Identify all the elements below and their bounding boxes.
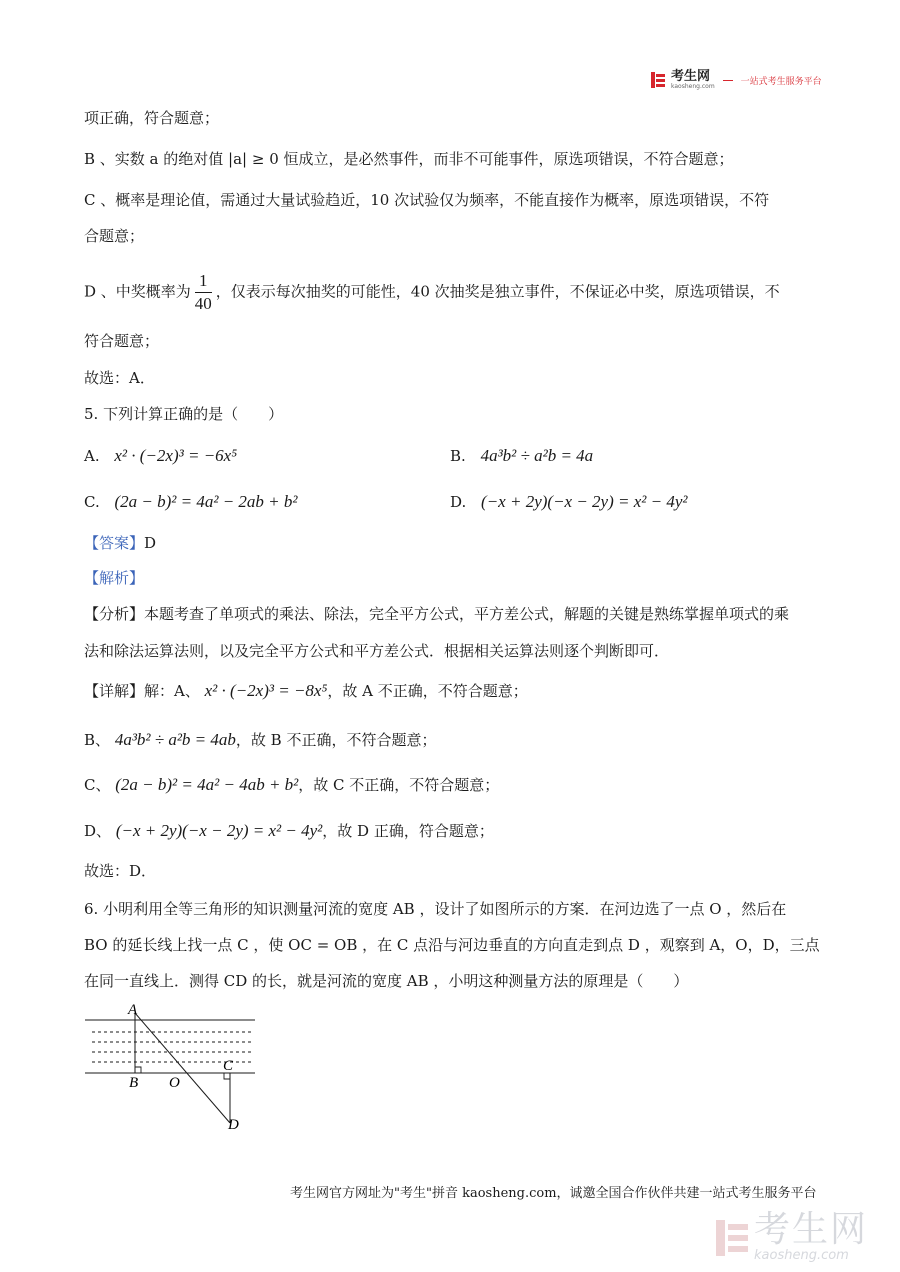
watermark-name: 考生网 <box>754 1209 869 1250</box>
q5-detail-a <box>84 680 528 702</box>
q5-analysis-tag: 【解析】 <box>84 569 145 587</box>
watermark <box>716 1209 869 1263</box>
brand-slogan: 一站式考生服务平台 <box>740 76 822 87</box>
brand-logo-icon <box>651 72 665 88</box>
fenxi-text: 本题考查了单项式的乘法、除法，完全平方公式，平方差公式，解题的关键是熟练掌握单项式的乘 <box>144 605 790 623</box>
header-brand <box>651 70 822 90</box>
option-label: A. <box>84 447 100 465</box>
detail-prefix: B、 <box>84 731 111 749</box>
watermark-url: kaosheng.com <box>754 1248 849 1263</box>
prev-d-prefix: D 、中奖概率为 <box>84 282 191 301</box>
q6-line1: 6. 小明利用全等三角形的知识测量河流的宽度 AB ，设计了如图所示的方案．在河边选了一点 O ，然后在 <box>84 900 787 918</box>
option-expr: (−x + 2y)(−x − 2y) = x² − 4y² <box>481 492 688 511</box>
q5-option-c <box>84 491 298 513</box>
option-expr: x² · (−2x)³ = −6x⁵ <box>114 446 238 465</box>
river-figure <box>80 1002 270 1137</box>
prev-option-b: B 、实数 a 的绝对值 |a| ≥ 0 恒成立，是必然事件，而非不可能事件，原选项错误，不符合题意； <box>84 150 734 168</box>
prev-option-d-line2: 符合题意； <box>84 332 160 350</box>
q5-answer <box>84 534 156 554</box>
option-label: C. <box>84 493 100 511</box>
point-d-label: D <box>228 1117 239 1133</box>
fenxi-tag: 【分析】 <box>84 605 145 623</box>
prev-d-suffix: ，仅表示每次抽奖的可能性，40 次抽奖是独立事件，不保证必中奖，原选项错误，不 <box>215 282 780 301</box>
fraction-numerator: 1 <box>195 270 212 293</box>
detail-suffix: ，故 A 不正确，不符合题意； <box>327 682 528 700</box>
point-a-label: A <box>128 1002 138 1018</box>
q5-conclusion: 故选：D． <box>84 862 157 880</box>
xiangjie-tag: 【详解】 <box>84 682 145 700</box>
detail-prefix: 解：A、 <box>144 682 200 700</box>
detail-expr: 4a³b² ÷ a²b = 4ab <box>114 730 236 749</box>
watermark-logo-icon <box>716 1220 748 1256</box>
point-b-label: B <box>129 1075 139 1091</box>
detail-suffix: ，故 D 正确，符合题意； <box>322 822 494 840</box>
detail-expr: (2a − b)² = 4a² − 4ab + b² <box>115 775 299 794</box>
brand-url: kaosheng.com <box>671 83 715 90</box>
right-angle-b-mark <box>135 1067 141 1073</box>
detail-suffix: ，故 B 不正确，不符合题意； <box>235 731 437 749</box>
option-label: B. <box>450 447 466 465</box>
point-c-label: C <box>223 1058 234 1074</box>
prev-d-fraction <box>195 270 212 315</box>
segment-ad <box>135 1013 230 1123</box>
option-label: D. <box>450 493 467 511</box>
prev-option-c-line2: 合题意； <box>84 227 145 245</box>
q5-fenxi-line2: 法和除法运算法则，以及完全平方公式和平方差公式．根据相关运算法则逐个判断即可． <box>84 642 670 660</box>
footer-note: 考生网官方网址为"考生"拼音 kaosheng.com，诚邀全国合作伙伴共建一站式考生服务平台 <box>290 1186 817 1201</box>
prev-option-c-line1: C 、概率是理论值，需通过大量试验趋近，10 次试验仅为频率，不能直接作为概率，原选项错误，不符 <box>84 191 770 209</box>
brand-text <box>671 70 715 90</box>
q5-detail-d <box>84 820 494 842</box>
q5-stem: 5. 下列计算正确的是（ ） <box>84 405 284 423</box>
q6-line2: BO 的延长线上找一点 C ，使 OC = OB ，在 C 点沿与河边垂直的方向直走到点 D ，观察到 A，O，D，三点 <box>84 936 820 954</box>
brand-separator <box>723 80 733 81</box>
q5-detail-b <box>84 729 436 751</box>
q5-option-a <box>84 445 237 467</box>
fraction-denominator: 40 <box>194 294 212 314</box>
q5-option-d <box>450 491 688 513</box>
point-o-label: O <box>169 1075 180 1091</box>
prev-option-d-line1 <box>84 270 780 315</box>
q5-option-b <box>450 445 593 467</box>
prev-conclusion: 故选：A． <box>84 369 155 387</box>
option-expr: (2a − b)² = 4a² − 2ab + b² <box>114 492 298 511</box>
prev-a-tail: 项正确，符合题意； <box>84 109 220 127</box>
answer-tag: 【答案】 <box>84 534 145 552</box>
detail-expr: x² · (−2x)³ = −8x⁵ <box>204 681 328 700</box>
detail-expr: (−x + 2y)(−x − 2y) = x² − 4y² <box>115 821 323 840</box>
q5-detail-c <box>84 774 499 796</box>
detail-prefix: D、 <box>84 822 112 840</box>
answer-value: D <box>144 534 157 552</box>
brand-name: 考生网 <box>671 69 711 84</box>
q5-fenxi-line1 <box>84 605 789 625</box>
q6-line3: 在同一直线上．测得 CD 的长，就是河流的宽度 AB ，小明这种测量方法的原理是（ ） <box>84 972 689 990</box>
detail-prefix: C、 <box>84 776 111 794</box>
detail-suffix: ，故 C 不正确，不符合题意； <box>298 776 500 794</box>
watermark-text <box>754 1209 869 1263</box>
option-expr: 4a³b² ÷ a²b = 4a <box>480 446 594 465</box>
